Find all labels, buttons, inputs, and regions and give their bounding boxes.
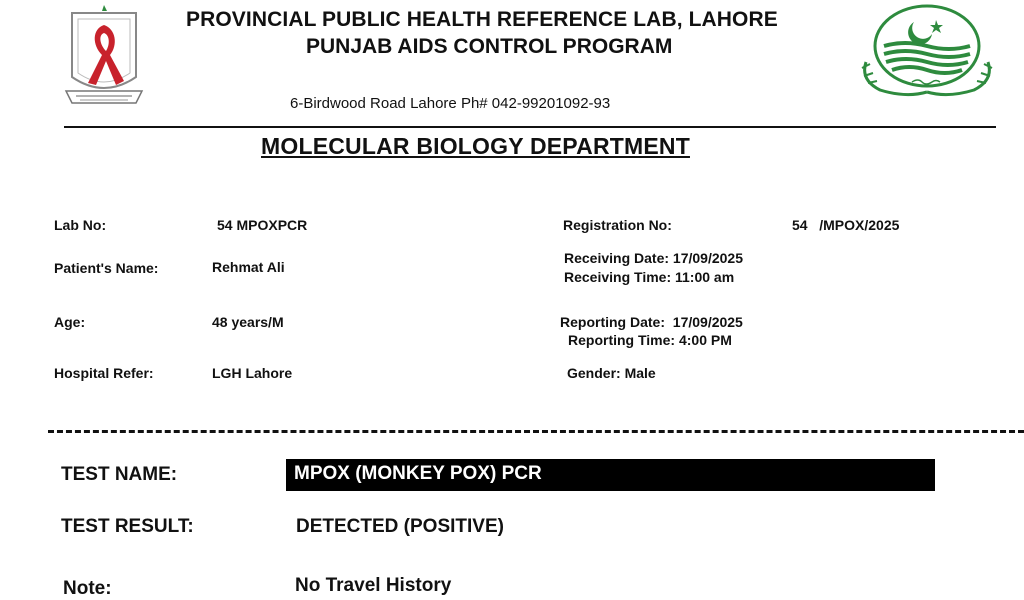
test-name-value: MPOX (MONKEY POX) PCR xyxy=(294,463,542,484)
reporting-time: Reporting Time: 4:00 PM xyxy=(568,332,732,348)
header-divider xyxy=(64,126,996,128)
hospital-refer-label: Hospital Refer: xyxy=(54,365,154,381)
hospital-refer-value: LGH Lahore xyxy=(212,365,293,381)
registration-no-label: Registration No: xyxy=(563,217,672,233)
patient-name-label: Patient's Name: xyxy=(54,260,159,276)
age-value: 48 years/M xyxy=(212,314,284,330)
red-ribbon-logo-icon xyxy=(62,3,146,109)
receiving-date: Receiving Date: 17/09/2025 xyxy=(564,250,743,266)
punjab-emblem-logo-icon xyxy=(856,2,998,98)
note-label: Note: xyxy=(63,578,112,599)
lab-no-value: 54 MPOXPCR xyxy=(217,217,308,233)
lab-no-label: Lab No: xyxy=(54,217,107,233)
test-result-value: DETECTED (POSITIVE) xyxy=(296,516,504,537)
reporting-date: Reporting Date: 17/09/2025 xyxy=(560,314,743,330)
test-result-label: TEST RESULT: xyxy=(61,516,194,537)
patient-name-value: Rehmat Ali xyxy=(212,259,285,275)
program-title: PUNJAB AIDS CONTROL PROGRAM xyxy=(306,35,673,58)
lab-title: PROVINCIAL PUBLIC HEALTH REFERENCE LAB, LAHORE xyxy=(186,8,778,31)
department-title: MOLECULAR BIOLOGY DEPARTMENT xyxy=(261,133,690,159)
age-label: Age: xyxy=(54,314,86,330)
lab-address: 6-Birdwood Road Lahore Ph# 042-99201092-93 xyxy=(290,95,611,112)
note-value: No Travel History xyxy=(295,575,452,596)
test-name-label: TEST NAME: xyxy=(61,464,178,485)
test-name-highlight xyxy=(286,459,935,491)
receiving-time: Receiving Time: 11:00 am xyxy=(564,269,735,285)
section-divider xyxy=(48,430,1024,433)
registration-no-value: 54 /MPOX/2025 xyxy=(792,217,900,233)
gender: Gender: Male xyxy=(567,365,656,381)
